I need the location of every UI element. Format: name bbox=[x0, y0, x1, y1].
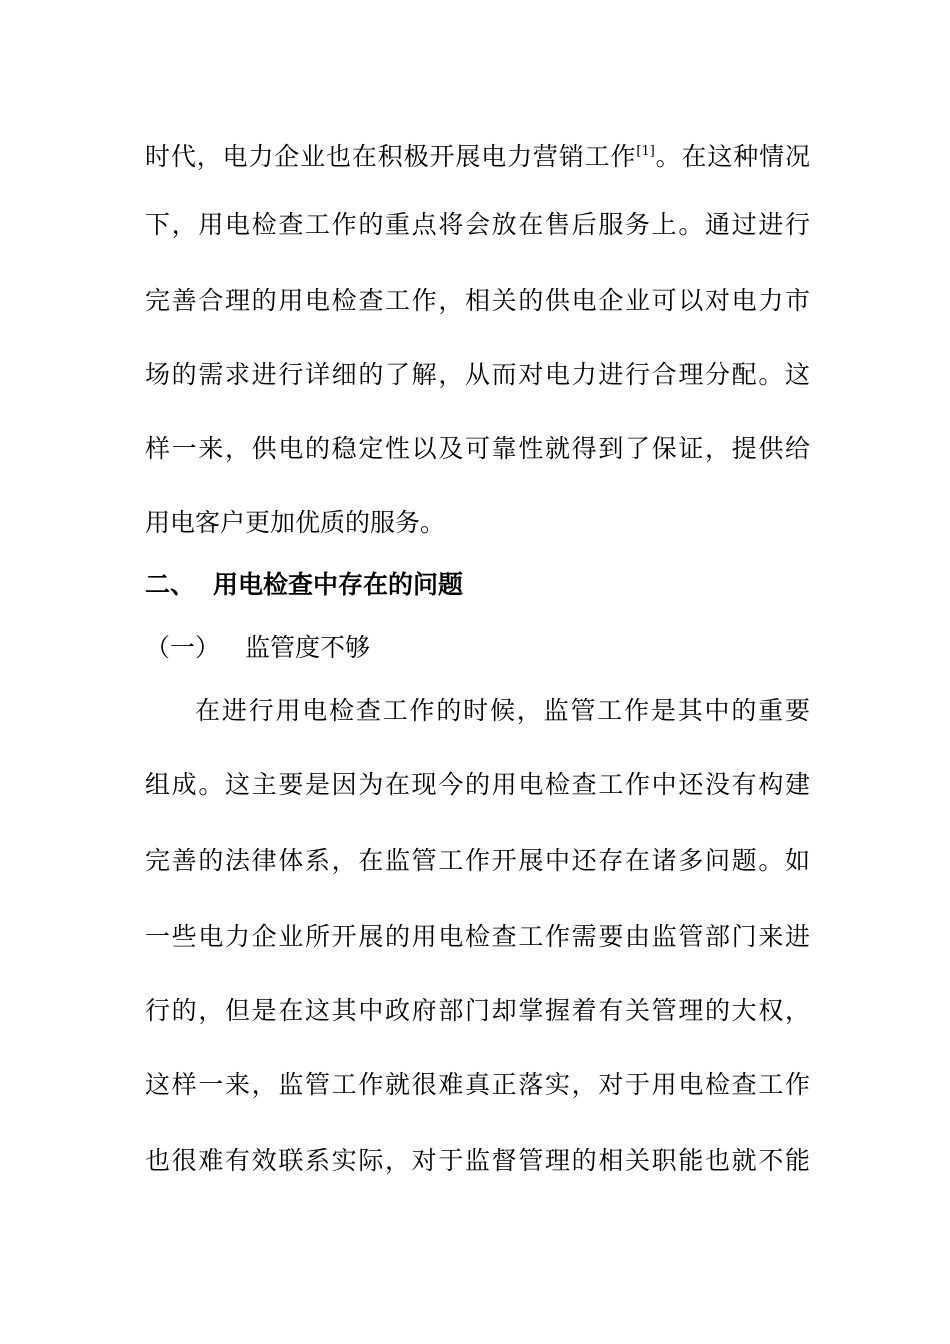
text-line: 完善的法律体系，在监管工作开展中还存在诸多问题。如 bbox=[145, 846, 810, 875]
text-segment: 。在这种情况 bbox=[654, 142, 810, 171]
text-line: 一些电力企业所开展的用电检查工作需要由监管部门来进 bbox=[145, 922, 810, 951]
text-line: 在进行用电检查工作的时候，监管工作是其中的重要 bbox=[195, 696, 810, 725]
text-line: 完善合理的用电检查工作，相关的供电企业可以对电力市 bbox=[145, 286, 810, 315]
subsection-title: 监管度不够 bbox=[245, 633, 371, 662]
section-heading bbox=[145, 570, 463, 600]
section-number: 二、 bbox=[145, 570, 196, 599]
text-line: 这样一来，监管工作就很难真正落实，对于用电检查工作 bbox=[145, 1070, 810, 1099]
text-segment: 时代，电力企业也在积极开展电力营销工作 bbox=[145, 142, 637, 171]
text-line: 下，用电检查工作的重点将会放在售后服务上。通过进行 bbox=[145, 210, 810, 239]
text-line: 样一来，供电的稳定性以及可靠性就得到了保证，提供给 bbox=[145, 434, 810, 463]
citation-reference[interactable]: [1] bbox=[636, 144, 655, 159]
section-title: 用电检查中存在的问题 bbox=[213, 570, 464, 599]
text-line: 场的需求进行详细的了解，从而对电力进行合理分配。这 bbox=[145, 360, 810, 389]
text-line: 组成。这主要是因为在现今的用电检查工作中还没有构建 bbox=[145, 770, 810, 799]
text-line: 也很难有效联系实际，对于监督管理的相关职能也就不能 bbox=[145, 1146, 810, 1175]
text-line bbox=[145, 137, 810, 172]
subsection-heading bbox=[145, 633, 370, 663]
subsection-number: （一） bbox=[145, 633, 221, 662]
text-line: 行的，但是在这其中政府部门却掌握着有关管理的大权， bbox=[145, 996, 810, 1025]
text-line: 用电客户更加优质的服务。 bbox=[145, 508, 446, 537]
